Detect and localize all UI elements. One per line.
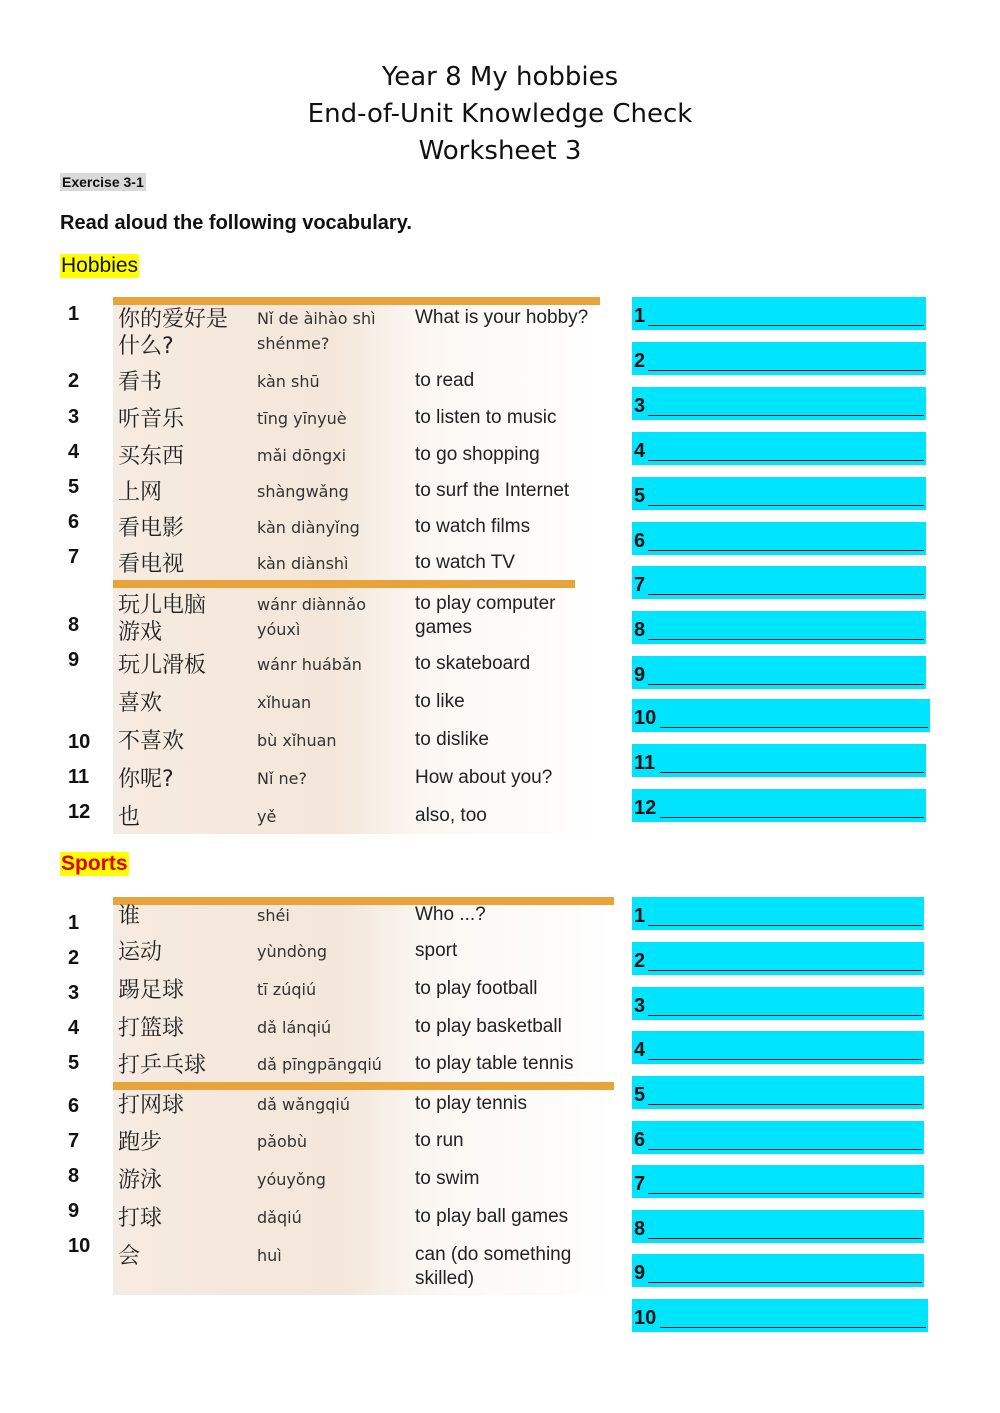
- sports-answer-box[interactable]: [632, 1121, 924, 1154]
- sports-english-meaning: to run: [415, 1130, 464, 1151]
- hobbies-pinyin: wánr diànnǎo yóuxì: [257, 595, 366, 639]
- hobbies-answer-line[interactable]: [648, 639, 924, 640]
- hobbies-answer-box[interactable]: [632, 477, 926, 510]
- sports-answer-line[interactable]: [648, 1238, 922, 1239]
- hobbies-answer-line[interactable]: [648, 415, 924, 416]
- hobbies-chinese-word: 看书: [118, 370, 163, 395]
- sports-answer-number: 7: [634, 1173, 646, 1195]
- hobbies-answer-number: 3: [634, 395, 646, 417]
- sports-row-number: 6: [68, 1095, 80, 1117]
- sports-chinese-word: 踢足球: [118, 978, 185, 1003]
- sports-english-meaning: to swim: [415, 1168, 480, 1189]
- sports-answer-box[interactable]: [632, 1299, 928, 1332]
- hobbies-chinese-word: 看电影: [118, 516, 185, 541]
- sports-answer-line[interactable]: [648, 1104, 922, 1105]
- sports-answer-number: 2: [634, 950, 646, 972]
- sports-answer-line[interactable]: [648, 1193, 922, 1194]
- sports-row-number: 8: [68, 1165, 80, 1187]
- hobbies-answer-box[interactable]: [632, 789, 926, 822]
- hobbies-answer-box[interactable]: [632, 611, 926, 644]
- hobbies-english-meaning: What is your hobby?: [415, 307, 589, 328]
- hobbies-english-meaning: How about you?: [415, 767, 553, 788]
- hobbies-pinyin: yě: [257, 807, 277, 826]
- hobbies-chinese-word: 不喜欢: [118, 729, 185, 754]
- sports-row-number: 5: [68, 1052, 80, 1074]
- sports-pinyin: yóuyǒng: [257, 1170, 326, 1189]
- hobbies-answer-line[interactable]: [648, 505, 924, 506]
- sports-answer-number: 10: [634, 1307, 657, 1329]
- sports-pinyin: tī zúqiú: [257, 980, 317, 999]
- hobbies-vocab-table: [113, 297, 600, 834]
- hobbies-chinese-word: 上网: [118, 480, 163, 505]
- sports-row-number: 9: [68, 1200, 80, 1222]
- sports-answer-box[interactable]: [632, 987, 924, 1020]
- hobbies-answer-number: 4: [634, 440, 646, 462]
- hobbies-english-meaning: to read: [415, 370, 475, 391]
- sports-chinese-word: 打网球: [118, 1093, 185, 1118]
- sports-english-meaning: to play football: [415, 978, 538, 999]
- hobbies-pinyin: kàn diànshì: [257, 554, 349, 573]
- hobbies-english-meaning: to listen to music: [415, 407, 557, 428]
- sports-pinyin: huì: [257, 1246, 282, 1265]
- sports-pinyin: dǎ lánqiú: [257, 1018, 332, 1037]
- worksheet-title-line3: Worksheet 3: [418, 136, 582, 166]
- hobbies-row-number: 3: [68, 406, 80, 428]
- sports-answer-number: 3: [634, 995, 646, 1017]
- sports-english-meaning: to play tennis: [415, 1093, 527, 1114]
- sports-answer-box[interactable]: [632, 1031, 924, 1064]
- sports-chinese-word: 跑步: [118, 1130, 163, 1155]
- sports-answer-box[interactable]: [632, 897, 924, 930]
- sports-english-meaning: sport: [415, 940, 458, 961]
- sports-answer-number: 4: [634, 1039, 646, 1061]
- sports-answer-line[interactable]: [648, 925, 922, 926]
- hobbies-answer-box[interactable]: [632, 342, 926, 375]
- sports-answer-number: 8: [634, 1218, 646, 1240]
- hobbies-row-number: 2: [68, 370, 80, 392]
- hobbies-section-title: Hobbies: [61, 254, 139, 277]
- hobbies-row-number: 6: [68, 511, 80, 533]
- sports-english-meaning: to play table tennis: [415, 1053, 574, 1074]
- hobbies-answer-number: 1: [634, 305, 646, 327]
- hobbies-answer-number: 12: [634, 797, 657, 819]
- sports-answer-line[interactable]: [648, 970, 922, 971]
- exercise-label: Exercise 3-1: [62, 174, 144, 190]
- hobbies-english-meaning: to dislike: [415, 729, 489, 750]
- hobbies-answer-box[interactable]: [632, 699, 930, 732]
- sports-pinyin: dǎ wǎngqiú: [257, 1095, 350, 1114]
- sports-chinese-word: 运动: [118, 940, 163, 965]
- sports-orange-bar-middle: [113, 1082, 614, 1090]
- sports-answer-line[interactable]: [660, 1327, 926, 1328]
- sports-chinese-word: 谁: [118, 904, 141, 929]
- sports-answer-box[interactable]: [632, 1210, 924, 1243]
- hobbies-row-number: 10: [68, 731, 91, 753]
- hobbies-english-meaning: to watch films: [415, 516, 531, 537]
- hobbies-answer-box[interactable]: [632, 297, 926, 330]
- sports-section-title: Sports: [61, 852, 128, 875]
- hobbies-pinyin: mǎi dōngxi: [257, 446, 347, 465]
- worksheet-title-line2: End-of-Unit Knowledge Check: [307, 99, 693, 129]
- hobbies-pinyin: wánr huábǎn: [257, 655, 362, 674]
- sports-pinyin: dǎ pīngpāngqiú: [257, 1055, 382, 1074]
- hobbies-pinyin: kàn shū: [257, 372, 320, 391]
- hobbies-row-number: 8: [68, 614, 80, 636]
- hobbies-orange-bar-top: [113, 297, 600, 305]
- hobbies-pinyin: bù xǐhuan: [257, 731, 337, 750]
- hobbies-english-meaning: to play computer games: [415, 593, 556, 638]
- sports-pinyin: yùndòng: [257, 942, 327, 961]
- sports-pinyin: dǎqiú: [257, 1208, 302, 1227]
- sports-vocab-table: [113, 897, 614, 1295]
- hobbies-pinyin: xǐhuan: [257, 693, 312, 712]
- hobbies-chinese-word: 你呢?: [118, 767, 174, 792]
- sports-english-meaning: can (do something skilled): [415, 1244, 572, 1289]
- hobbies-answer-box[interactable]: [632, 387, 926, 420]
- hobbies-answer-line[interactable]: [648, 594, 924, 595]
- hobbies-row-number: 9: [68, 649, 80, 671]
- hobbies-answer-number: 2: [634, 350, 646, 372]
- hobbies-answer-number: 11: [634, 752, 656, 774]
- sports-answer-number: 5: [634, 1084, 646, 1106]
- hobbies-answer-line[interactable]: [648, 325, 924, 326]
- hobbies-chinese-word: 你的爱好是 什么?: [118, 307, 229, 359]
- hobbies-answer-number: 9: [634, 664, 646, 686]
- sports-row-number: 7: [68, 1130, 80, 1152]
- hobbies-chinese-word: 玩儿电脑 游戏: [118, 593, 207, 645]
- hobbies-row-number: 4: [68, 441, 80, 463]
- hobbies-english-meaning: also, too: [415, 805, 487, 826]
- hobbies-row-number: 7: [68, 546, 80, 568]
- sports-english-meaning: to play ball games: [415, 1206, 569, 1227]
- hobbies-answer-line[interactable]: [648, 460, 924, 461]
- worksheet-title-line1: Year 8 My hobbies: [381, 62, 619, 92]
- sports-pinyin: shéi: [257, 906, 290, 925]
- sports-row-number: 1: [68, 912, 80, 934]
- sports-orange-bar-top: [113, 897, 614, 905]
- hobbies-chinese-word: 听音乐: [118, 407, 185, 432]
- hobbies-answer-box[interactable]: [632, 656, 926, 689]
- hobbies-english-meaning: to watch TV: [415, 552, 515, 573]
- sports-answer-line[interactable]: [648, 1149, 922, 1150]
- hobbies-pinyin: tīng yīnyuè: [257, 409, 347, 428]
- sports-answer-number: 9: [634, 1262, 646, 1284]
- sports-answer-line[interactable]: [648, 1282, 922, 1283]
- sports-answer-number: 1: [634, 905, 646, 927]
- hobbies-english-meaning: to skateboard: [415, 653, 531, 674]
- hobbies-orange-bar-middle: [113, 580, 575, 588]
- sports-english-meaning: Who ...?: [415, 904, 486, 925]
- hobbies-answer-line[interactable]: [660, 817, 924, 818]
- hobbies-answer-line[interactable]: [660, 727, 928, 728]
- sports-answer-line[interactable]: [648, 1059, 922, 1060]
- sports-row-number: 2: [68, 947, 80, 969]
- hobbies-row-number: 1: [68, 303, 80, 325]
- hobbies-chinese-word: 看电视: [118, 552, 185, 577]
- hobbies-answer-number: 7: [634, 574, 646, 596]
- sports-row-number: 10: [68, 1235, 91, 1257]
- hobbies-row-number: 12: [68, 801, 91, 823]
- sports-chinese-word: 打篮球: [118, 1016, 185, 1041]
- hobbies-english-meaning: to surf the Internet: [415, 480, 570, 501]
- sports-answer-number: 6: [634, 1129, 646, 1151]
- hobbies-answer-line[interactable]: [660, 772, 924, 773]
- hobbies-pinyin: Nǐ de àihào shì shénme?: [257, 309, 376, 353]
- sports-chinese-word: 会: [118, 1244, 141, 1269]
- hobbies-row-number: 5: [68, 476, 80, 498]
- sports-pinyin: pǎobù: [257, 1132, 308, 1151]
- hobbies-answer-number: 6: [634, 530, 646, 552]
- sports-answer-box[interactable]: [632, 1254, 924, 1287]
- hobbies-english-meaning: to go shopping: [415, 444, 540, 465]
- sports-chinese-word: 打乒乓球: [118, 1053, 207, 1078]
- hobbies-answer-number: 5: [634, 485, 646, 507]
- sports-answer-box[interactable]: [632, 1076, 924, 1109]
- hobbies-answer-line[interactable]: [648, 370, 924, 371]
- sports-answer-line[interactable]: [648, 1015, 922, 1016]
- instruction: Read aloud the following vocabulary.: [60, 212, 412, 234]
- hobbies-chinese-word: 玩儿滑板: [118, 653, 207, 678]
- hobbies-answer-box[interactable]: [632, 522, 926, 555]
- hobbies-answer-number: 8: [634, 619, 646, 641]
- hobbies-answer-box[interactable]: [632, 432, 926, 465]
- sports-chinese-word: 打球: [118, 1206, 163, 1231]
- sports-answer-box[interactable]: [632, 942, 924, 975]
- hobbies-answer-box[interactable]: [632, 566, 926, 599]
- hobbies-answer-line[interactable]: [648, 684, 924, 685]
- sports-answer-box[interactable]: [632, 1165, 924, 1198]
- hobbies-answer-box[interactable]: [632, 744, 926, 777]
- hobbies-answer-line[interactable]: [648, 550, 924, 551]
- sports-row-number: 4: [68, 1017, 80, 1039]
- hobbies-english-meaning: to like: [415, 691, 465, 712]
- sports-chinese-word: 游泳: [118, 1168, 163, 1193]
- sports-english-meaning: to play basketball: [415, 1016, 562, 1037]
- hobbies-row-number: 11: [68, 766, 90, 788]
- hobbies-chinese-word: 买东西: [118, 444, 185, 469]
- hobbies-pinyin: Nǐ ne?: [257, 769, 307, 788]
- hobbies-answer-number: 10: [634, 707, 657, 729]
- hobbies-pinyin: shàngwǎng: [257, 482, 349, 501]
- hobbies-pinyin: kàn diànyǐng: [257, 518, 360, 537]
- sports-row-number: 3: [68, 982, 80, 1004]
- hobbies-chinese-word: 也: [118, 805, 141, 830]
- hobbies-chinese-word: 喜欢: [118, 691, 163, 716]
